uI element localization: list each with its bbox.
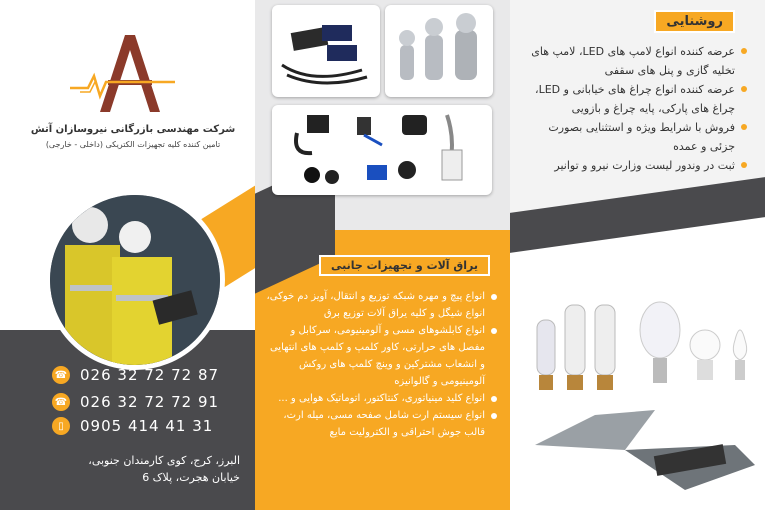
lighting-section-title: روشنایی (654, 10, 735, 33)
hardware-list (265, 288, 497, 441)
cable-ties-image (272, 5, 380, 97)
phone-number: 026 32 72 72 87 (80, 366, 220, 384)
middle-panel (255, 0, 510, 510)
company-logo (70, 30, 190, 120)
cable-lugs-image (385, 5, 493, 97)
list-item: انواع کلید مینیاتوری، کنتاکتور، اتوماتیک هوایی و ... (265, 390, 497, 407)
address-line-1: البرز، کرج، کوی کارمندان جنوبی، (88, 454, 240, 467)
mobile-number: 0905 414 41 31 (80, 417, 214, 435)
phone-icon: ☎ (52, 393, 70, 411)
company-name: شرکت مهندسی بازرگانی نیروسازان آتش (30, 124, 236, 135)
phone-number: 026 32 72 72 91 (80, 393, 220, 411)
list-item: عرضه کننده انواع لامپ های LED، لامپ های تخلیه گازی و پنل های سقفی (522, 42, 747, 80)
company-tagline: تامین کننده کلیه تجهیزات الکتریکی (داخلی - خارجی) (45, 140, 221, 149)
list-item: ثبت در وندور لیست وزارت نیرو و توانیر (522, 156, 747, 175)
mobile-icon: ▯ (52, 417, 70, 435)
phone-icon: ☎ (52, 366, 70, 384)
lighting-list (522, 42, 747, 175)
clamps-image (272, 105, 492, 195)
street-light-image (535, 405, 765, 495)
right-panel (510, 0, 765, 510)
address-line-2: خیابان هجرت، پلاک 6 (142, 471, 240, 484)
engineers-photo (45, 190, 225, 370)
list-item: انواع پیچ و مهره شبکه توزیع و انتقال، آویز دم خوکی، انواع شیگل و کلیه یراق آلات توزیع برق (265, 288, 497, 322)
list-item: فروش با شرایط ویژه و استثنایی بصورت جزئی و عمده (522, 118, 747, 156)
phone-row-2[interactable] (52, 390, 219, 414)
hardware-section-title: یراق آلات و تجهیزات جانبی (319, 255, 490, 276)
left-panel (0, 0, 255, 510)
address (40, 452, 240, 486)
phone-row-1[interactable] (52, 363, 219, 387)
list-item: انواع سیستم ارت شامل صفحه مسی، میله ارت، قالب جوش احتراقی و الکترولیت مایع (265, 407, 497, 441)
list-item: عرضه کننده انواع چراغ های خیابانی و LED، چراغ های پارکی، پایه چراغ و بازویی (522, 80, 747, 118)
list-item: انواع کابلشوهای مسی و آلومینیومی، سرکابل و مفصل های حرارتی، کاور کلمپ و کلمپ های انتهایی و انشعاب مشترکین و وینچ کلمپ های روکش آلومینیومی و گالوانیزه (265, 322, 497, 390)
mobile-row[interactable] (52, 414, 213, 438)
lamps-image (525, 300, 765, 400)
